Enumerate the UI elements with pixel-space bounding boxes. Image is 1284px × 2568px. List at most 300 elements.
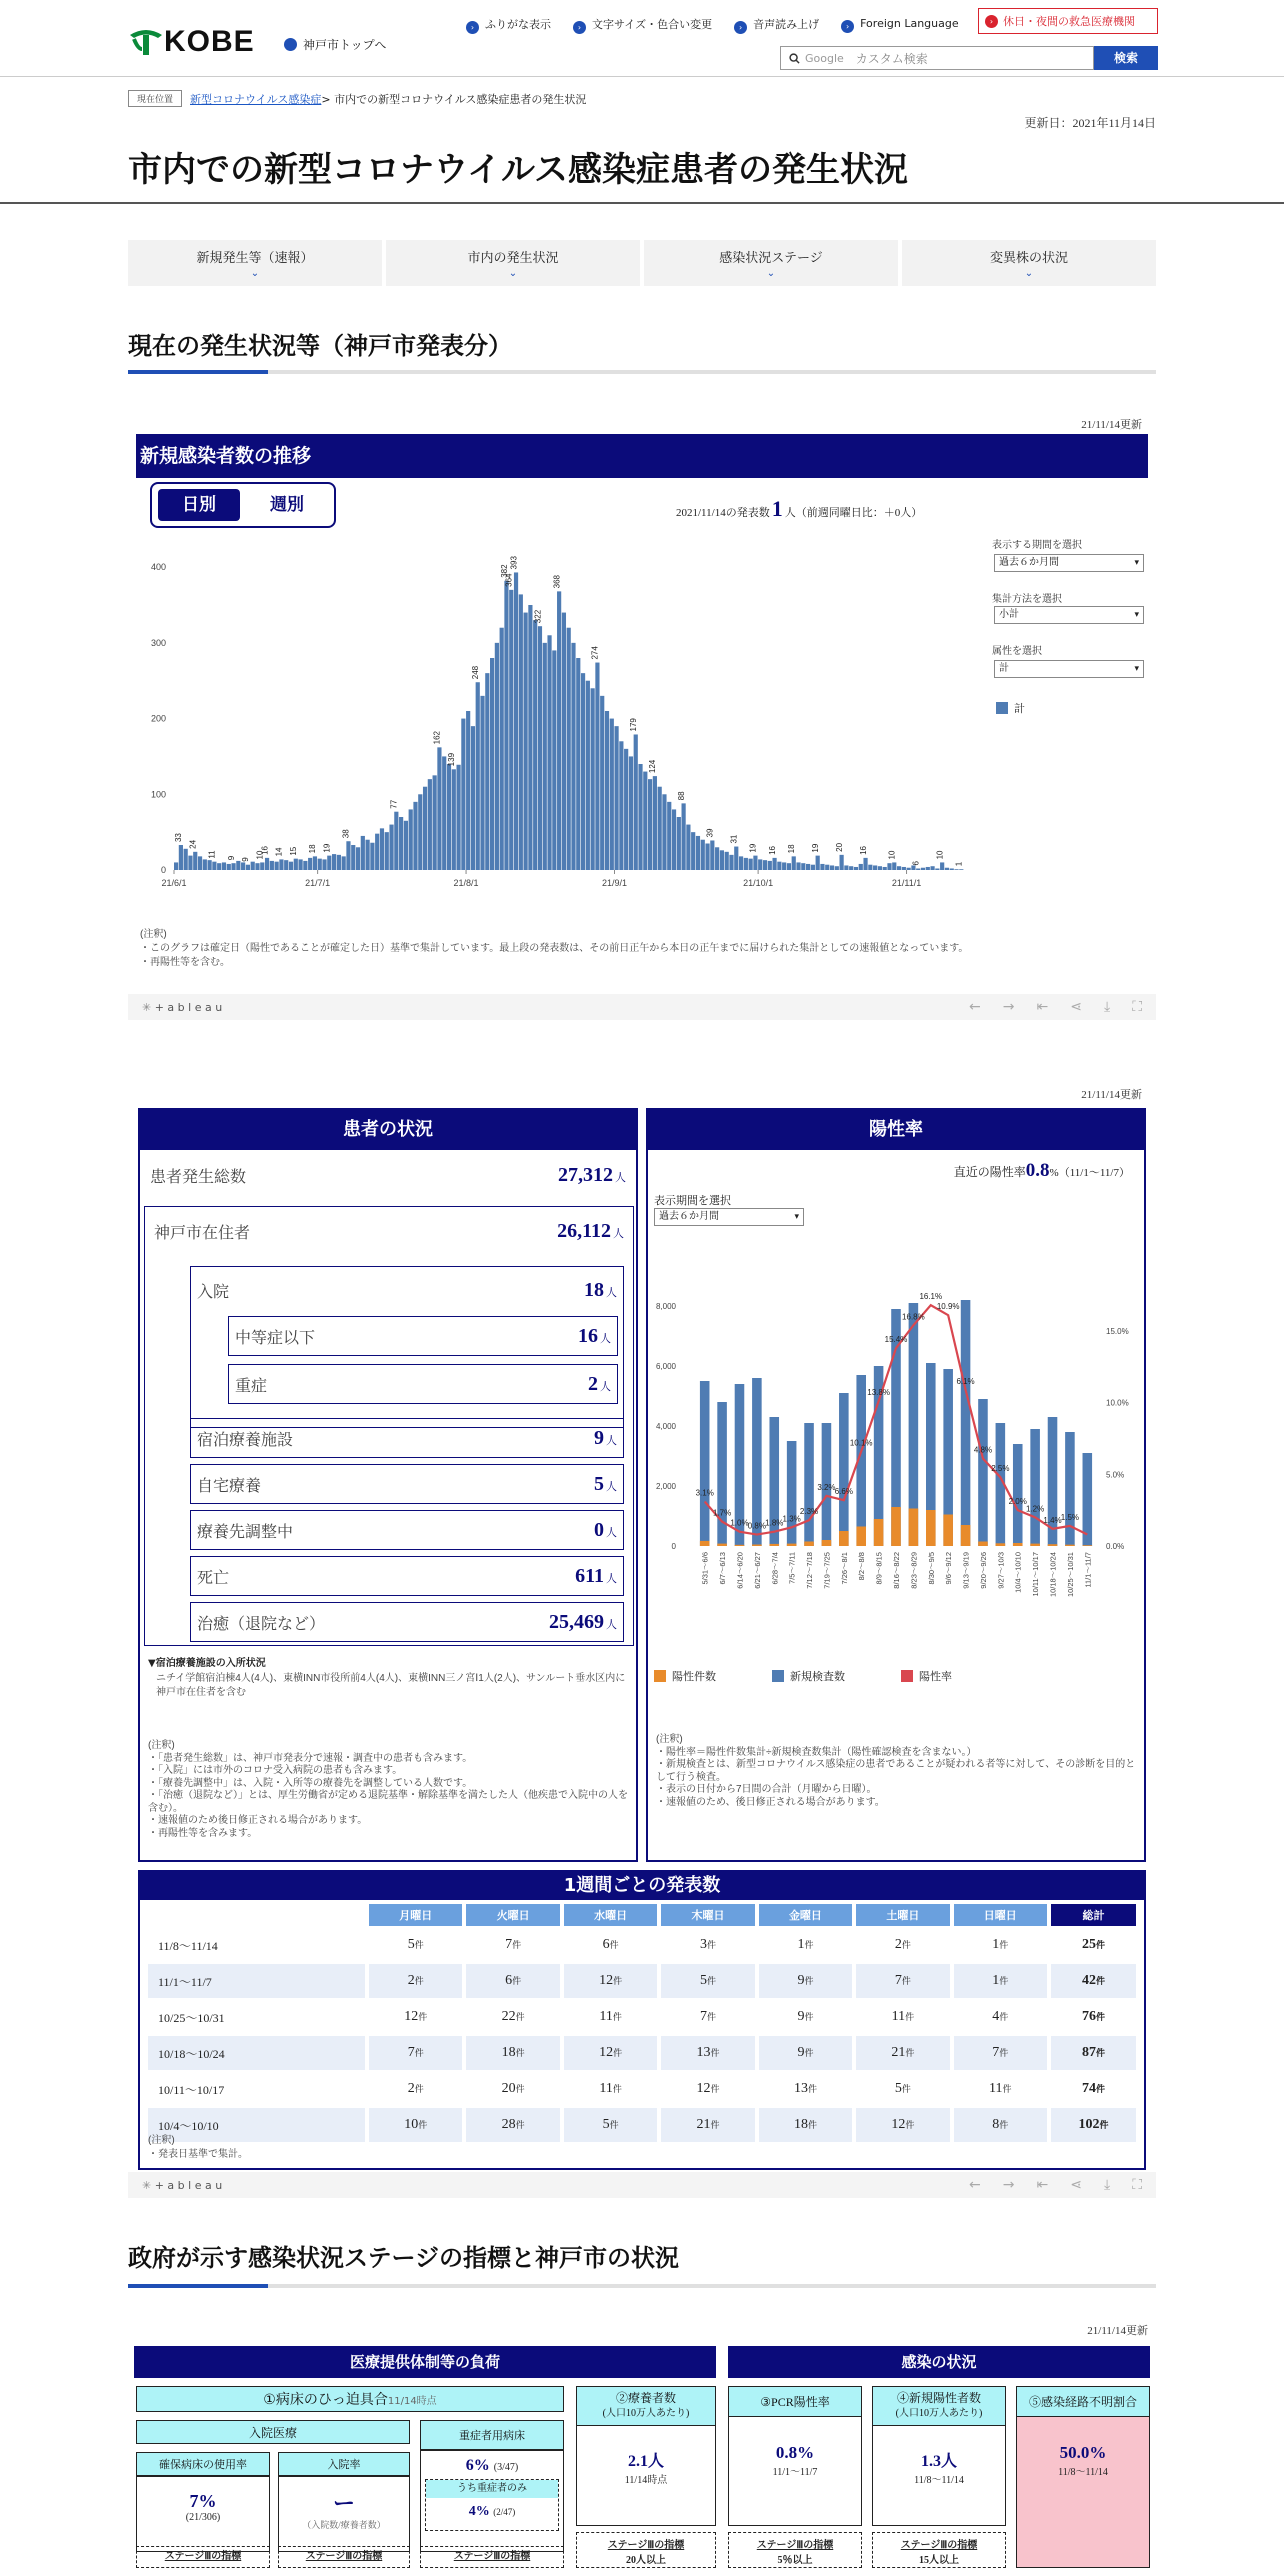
weekly-range: 11/8～11/14 [158, 1938, 218, 1953]
daily-bar [772, 858, 776, 870]
daily-bar [624, 749, 628, 870]
tests-bar [787, 1441, 797, 1546]
positive-bar [856, 1527, 866, 1547]
tableau-logo[interactable] [142, 2179, 222, 2192]
arrow-circle-icon: › [573, 21, 586, 34]
bed-date: 11/14時点 [387, 2396, 437, 2407]
legend-swatch [654, 1670, 666, 1682]
daily-bar [725, 852, 729, 870]
row-value: 611 [575, 1564, 604, 1587]
rate-data-label: 1.5% [1060, 1512, 1080, 1522]
x-tick-label: 7/19～7/25 [822, 1552, 832, 1589]
revert-icon[interactable]: ⇤ [1036, 999, 1049, 1015]
daily-bar [672, 809, 676, 870]
positive-bar [804, 1542, 814, 1547]
positive-bar [822, 1540, 832, 1546]
update-stamp: 21/11/14更新 [1081, 1089, 1142, 1101]
weekly-cell [954, 2108, 1047, 2142]
rate-data-label: 3.1% [695, 1488, 714, 1498]
daily-bar [375, 834, 379, 870]
daily-bar [629, 756, 633, 870]
row-label: 入院 [197, 1284, 230, 1301]
row-recovered [190, 1602, 624, 1642]
x-tick-label: 11/1～11/7 [1083, 1552, 1093, 1588]
arrow-circle-icon: › [841, 20, 854, 33]
weekly-range: 11/1～11/7 [148, 1964, 365, 1998]
rate-data-label: 1.8% [765, 1518, 784, 1528]
positivity-chart [652, 1258, 1142, 1718]
revert-icon[interactable]: ⇤ [1036, 2177, 1049, 2193]
daily-bar [959, 869, 963, 870]
weekly-unit: 件 [804, 1940, 814, 1950]
daily-bar [514, 572, 518, 870]
weekly-cell [954, 2000, 1047, 2034]
row-unit: 人 [600, 1332, 611, 1345]
daily-bar [547, 635, 551, 870]
weekly-count: 74 [1081, 2081, 1096, 2096]
kobe-mark-icon [128, 27, 164, 57]
weekly-cell [1051, 2036, 1136, 2070]
positive-bar [926, 1510, 936, 1546]
bed-pressure-header [136, 2386, 564, 2412]
weekly-cell [564, 2000, 657, 2034]
daily-bar [950, 868, 954, 870]
daily-bar [442, 756, 446, 870]
daily-bar [485, 673, 489, 870]
x-tick-label: 8/9～8/15 [874, 1552, 884, 1585]
weekly-unit: 件 [999, 2048, 1009, 2058]
daily-bar [567, 628, 571, 870]
weekly-unit: 件 [807, 2120, 817, 2130]
weekly-unit: 件 [414, 1940, 424, 1950]
tableau-toolbar [128, 994, 1156, 1020]
tableau-icon: ✳ [142, 2178, 155, 2192]
daily-bar [701, 840, 705, 870]
secured-bed-value: 7% [189, 2491, 217, 2511]
new-positive-box [872, 2386, 1006, 2526]
weekly-corner [148, 1904, 365, 1926]
patients-card [138, 1108, 638, 1862]
toggle-weekly[interactable]: 週別 [270, 495, 304, 515]
x-tick-label: 6/21～6/27 [752, 1552, 762, 1589]
daily-bar [619, 741, 623, 870]
chart-legend [996, 700, 1025, 716]
daily-bar [734, 847, 738, 870]
daily-bar [538, 626, 542, 870]
download-icon[interactable]: ⤓ [1103, 999, 1111, 1015]
weekly-count: 7 [894, 1973, 902, 1988]
weekly-unit: 件 [1095, 2084, 1105, 2094]
period-select[interactable]: 過去６か月間 ▾ [654, 1208, 804, 1226]
infection-status-title: 感染の状況 [728, 2346, 1150, 2378]
weekly-unit: 件 [710, 2084, 720, 2094]
daily-bar [543, 643, 547, 870]
bar-data-label: 9 [226, 855, 236, 861]
breadcrumb-link[interactable]: 新型コロナウイルス感染症 [190, 92, 322, 106]
weekly-count: 7 [700, 2009, 708, 2024]
daily-bar [184, 849, 188, 870]
row-unit: 人 [606, 1480, 617, 1493]
toggle-daily[interactable]: 日別 [158, 489, 240, 521]
weekly-cell [466, 2036, 559, 2070]
daily-bar [452, 769, 456, 870]
daily-bar [816, 856, 820, 870]
row-value: 27,312 [558, 1163, 613, 1186]
x-tick-label: 6/7～6/13 [718, 1552, 728, 1585]
bar-data-label: 19 [748, 843, 758, 853]
foreign-language-link[interactable] [841, 17, 959, 33]
bar-data-label: 15 [289, 846, 299, 856]
weekly-cell [856, 1928, 949, 1962]
weekly-count: 7 [992, 2045, 1000, 2060]
rate-data-label: 1.0% [730, 1518, 749, 1528]
daily-bar [275, 862, 279, 870]
daily-bar [289, 862, 293, 870]
daily-bar [495, 643, 499, 870]
weekly-cell [661, 2036, 754, 2070]
daily-bar [863, 858, 867, 870]
x-tick-label: 8/2～8/8 [857, 1552, 867, 1581]
redo-icon[interactable]: → [1002, 2177, 1015, 2193]
fullscreen-icon[interactable]: ⛶ [1132, 2177, 1142, 2193]
x-tick-label: 9/6～9/12 [944, 1552, 954, 1585]
daily-bar [303, 861, 307, 870]
legend-swatch [996, 702, 1008, 714]
fullscreen-icon[interactable]: ⛶ [1132, 999, 1142, 1015]
weekly-unit: 件 [512, 1940, 522, 1950]
chart-panel-title: 新規感染者数の推移 [136, 434, 1148, 478]
row-severe [228, 1364, 618, 1404]
note-line: ・発表日基準で集計。 [148, 2149, 248, 2160]
weekly-cell [661, 1964, 754, 1998]
daily-bar [916, 868, 920, 870]
tableau-label: + a b l e a u [154, 1000, 223, 1014]
share-icon[interactable]: ⋖ [1070, 2177, 1082, 2193]
weekly-range: 10/11～10/17 [158, 2082, 225, 2097]
weekly-cell [661, 2000, 754, 2034]
row-home [190, 1464, 624, 1504]
daily-bar [179, 845, 183, 870]
admission-rate-sub: （入院数/療養者数） [302, 2520, 386, 2530]
row-label: 自宅療養 [197, 1477, 262, 1495]
y-tick-label: 4,000 [655, 1422, 676, 1431]
period-select[interactable]: 過去６か月間 ▾ [994, 554, 1144, 572]
weekly-count: 12 [599, 1973, 614, 1988]
positive-bar [769, 1544, 779, 1546]
daily-bar [356, 847, 360, 870]
attribute-select[interactable]: 計 ▾ [994, 660, 1144, 678]
weekly-unit: 件 [1095, 2048, 1105, 2058]
facility-text: ニチイ学館宿泊棟4人(4人)、東横INN市役所前4人(4人)、東横INN三ノ宮Ⅰ1人(2人)、サンルート垂水区内に神戸市在住者を含む [156, 1673, 626, 1698]
daily-bar [696, 836, 700, 870]
x-tick-label: 21/9/1 [601, 878, 628, 888]
voice-label: 音声読み上げ [753, 18, 820, 31]
weekly-cell [1051, 2072, 1136, 2106]
search-button[interactable]: 検索 [1094, 46, 1158, 70]
tableau-icon: ✳ [142, 1000, 155, 1014]
attribute-label: 属性を選択 [992, 646, 1042, 657]
facility-toggle[interactable]: ▼宿泊療養施設の入所状況 [148, 1658, 266, 1669]
redo-icon[interactable]: → [1002, 999, 1015, 1015]
weekly-count: 13 [696, 2045, 711, 2060]
weekly-col-header: 土曜日 [856, 1904, 949, 1926]
y2-tick-label: 15.0% [1106, 1327, 1129, 1336]
x-tick-label: 5/31～6/6 [700, 1552, 710, 1585]
weekly-cell [856, 2072, 949, 2106]
daily-bar [887, 863, 891, 870]
daily-bar [447, 764, 451, 870]
search-input[interactable] [780, 46, 1094, 70]
row-unit: 人 [600, 1380, 611, 1393]
weekly-col-header: 金曜日 [759, 1904, 852, 1926]
secured-bed-sub: (21/306) [185, 2512, 221, 2523]
daily-bar [811, 865, 815, 870]
daily-bar [897, 866, 901, 870]
daily-bar [380, 828, 384, 870]
legend-label: 陽性率 [919, 1670, 952, 1683]
legend-swatch [772, 1670, 784, 1682]
weekly-unit: 件 [1095, 2012, 1105, 2022]
daily-bar [562, 613, 566, 870]
row-value: 25,469 [549, 1610, 604, 1633]
weekly-cell [564, 2108, 657, 2142]
y-tick-label: 6,000 [655, 1362, 676, 1371]
severe-only-value: 4% [468, 2504, 490, 2519]
bar-data-label: 33 [174, 833, 184, 843]
bar-data-label: 77 [389, 799, 399, 809]
undo-icon[interactable]: ← [969, 2177, 981, 2193]
weekly-count: 2 [407, 2081, 415, 2096]
unknown-route-box [1016, 2386, 1150, 2568]
positive-bar [1048, 1544, 1058, 1546]
daily-bar [581, 673, 585, 870]
aggregation-select[interactable]: 小計 ▾ [994, 606, 1144, 624]
note-line: ・陽性率＝陽性件数集計÷新規検査数集計（陽性確認検査を含まない。） [656, 1746, 977, 1758]
chevron-down-icon: ⌄ [250, 268, 260, 279]
weekly-col-header: 水曜日 [564, 1904, 657, 1926]
weekly-count: 10 [404, 2117, 419, 2132]
today-prefix: 2021/11/14の発表数 [676, 507, 770, 519]
rate-data-label: 0.8% [747, 1521, 766, 1531]
weekly-count: 25 [1081, 1937, 1096, 1952]
weekly-count: 3 [700, 1937, 708, 1952]
daily-bar [586, 681, 590, 870]
daily-bar [576, 658, 580, 870]
stage-label: ステージⅢの指標 [900, 2540, 978, 2551]
bar-data-label: 274 [590, 646, 600, 660]
tab-city-status[interactable] [386, 240, 640, 286]
x-tick-label: 7/12～7/18 [805, 1552, 815, 1589]
row-value: 18 [584, 1279, 604, 1301]
row-adjusting [190, 1510, 624, 1550]
weekly-count: 76 [1081, 2009, 1096, 2024]
font-size-link[interactable] [573, 16, 712, 34]
y-tick-label: 2,000 [655, 1482, 676, 1491]
stage-indicator-pcr [728, 2532, 862, 2568]
weekly-cell [661, 2108, 754, 2142]
weekly-count: 1 [992, 1937, 1000, 1952]
tableau-logo[interactable] [142, 1001, 222, 1014]
pcr-date: 11/1～11/7 [772, 2467, 818, 2478]
daily-bar [313, 856, 317, 870]
positive-bar [874, 1519, 884, 1546]
weekly-cell [369, 1964, 462, 1998]
bar-data-label: 14 [274, 847, 284, 857]
row-value: 2 [588, 1372, 598, 1395]
stage-value: 15人以上 [919, 2555, 959, 2566]
positive-bar [961, 1525, 971, 1546]
weekly-unit: 件 [1002, 2084, 1012, 2094]
period-label: 表示期間を選択 [654, 1194, 731, 1207]
weekly-count: 20 [501, 2081, 516, 2096]
daily-bar [409, 809, 413, 870]
daily-bar [849, 866, 853, 870]
x-tick-label: 9/27～10/3 [996, 1552, 1006, 1589]
daily-bar [466, 711, 470, 870]
daily-bar [835, 866, 839, 870]
weekly-cell [466, 2108, 559, 2142]
rate-data-label: 1.4% [1043, 1515, 1062, 1525]
positive-bar [909, 1509, 919, 1547]
weekly-count: 6 [505, 1973, 513, 1988]
weekly-unit: 件 [905, 2120, 915, 2130]
daily-bar [777, 862, 781, 870]
y-tick-label: 0 [160, 865, 166, 875]
home-link[interactable] [284, 36, 386, 53]
weekly-unit: 件 [804, 2048, 814, 2058]
daily-bar [346, 841, 350, 870]
weekly-count: 87 [1081, 2045, 1096, 2060]
weekly-row [148, 2072, 1136, 2106]
x-tick-label: 6/14～6/20 [735, 1552, 745, 1589]
weekly-unit: 件 [613, 1976, 623, 1986]
section-heading-status: 現在の発生状況等（神戸市発表分） [128, 331, 512, 360]
weekly-cell [564, 2072, 657, 2106]
weekly-cell [369, 2000, 462, 2034]
bar-data-label: 16 [767, 845, 777, 855]
today-value: 1 [771, 496, 783, 521]
rate-data-label: 16.8% [902, 1312, 925, 1322]
row-label: 重症 [235, 1377, 268, 1395]
stage-indicator-new-positive [872, 2532, 1006, 2568]
daily-bar [907, 868, 911, 870]
daily-bar [227, 864, 231, 870]
weekly-unit: 件 [418, 2120, 428, 2130]
furigana-link[interactable] [466, 16, 551, 34]
positive-bar [752, 1545, 762, 1547]
daily-bar [399, 817, 403, 870]
page-tabs [128, 240, 1156, 286]
voice-link[interactable] [734, 16, 819, 34]
daily-bar [595, 663, 599, 870]
daily-bar [198, 856, 202, 870]
weekly-col-header: 火曜日 [466, 1904, 559, 1926]
weekly-count: 1 [797, 1937, 805, 1952]
recent-rate-suffix: %（11/1～11/7） [1049, 1167, 1130, 1179]
admission-rate-value: ー [332, 2491, 355, 2516]
stage-value: 5％以上 [777, 2555, 813, 2566]
x-tick-label: 6/28～7/4 [770, 1552, 780, 1585]
x-tick-label: 21/7/1 [305, 878, 331, 888]
weekly-unit: 件 [901, 1976, 911, 1986]
daily-bar [203, 859, 207, 870]
daily-bar [404, 821, 408, 870]
weekly-unit: 件 [609, 2120, 619, 2130]
severe-bed-sub: (3/47) [493, 2462, 519, 2473]
download-icon[interactable]: ⤓ [1103, 2177, 1111, 2193]
daily-bar [476, 682, 480, 870]
weekly-unit: 件 [999, 2120, 1009, 2130]
daily-bar [653, 776, 657, 870]
x-tick-label: 8/30～9/5 [926, 1552, 936, 1585]
undo-icon[interactable]: ← [969, 999, 981, 1015]
unknown-route-date: 11/8～11/14 [1058, 2467, 1108, 2478]
rate-data-label: 2.5% [991, 1464, 1010, 1474]
weekly-row [148, 2036, 1136, 2070]
severe-bed-box [420, 2450, 564, 2552]
weekly-unit: 件 [804, 1976, 814, 1986]
day-week-toggle [150, 482, 336, 528]
weekly-count: 11 [599, 2081, 613, 2096]
weekly-unit: 件 [515, 2048, 525, 2058]
note-line: (注釈) [148, 1740, 175, 1751]
bar-data-label: 18 [308, 844, 318, 854]
row-unit: 人 [606, 1526, 617, 1539]
weekly-count: 102 [1078, 2117, 1100, 2132]
google-brand: Google [805, 51, 844, 65]
daily-bar [715, 847, 719, 870]
daily-bar [658, 787, 662, 870]
weekly-cell [564, 2036, 657, 2070]
daily-bar [418, 794, 422, 870]
bar-data-label: 10 [935, 850, 945, 860]
weekly-count: 21 [891, 2045, 906, 2060]
weekly-count: 12 [891, 2117, 906, 2132]
bar-data-label: 162 [432, 730, 442, 745]
today-suffix: 人（前週同曜日比：＋0人） [784, 507, 923, 519]
bar-data-label: 10 [887, 850, 897, 860]
daily-bar [385, 832, 389, 870]
row-value: 5 [594, 1472, 604, 1495]
weekly-count: 2 [894, 1937, 902, 1952]
kobe-logo[interactable] [128, 24, 268, 60]
rate-data-label: 13.8% [867, 1388, 890, 1398]
weekly-unit: 件 [901, 1940, 911, 1950]
bar-data-label: 124 [648, 759, 658, 774]
share-icon[interactable]: ⋖ [1070, 999, 1082, 1015]
y-tick-label: 400 [150, 562, 166, 573]
severe-bed-value: 6% [465, 2457, 490, 2474]
weekly-count: 18 [793, 2117, 808, 2132]
note-line: ・「患者発生総数」は、神戸市発表分で速報・調査中の患者も含みます。 [148, 1752, 473, 1764]
x-tick-label: 10/25～10/31 [1065, 1552, 1075, 1598]
emergency-link[interactable] [978, 8, 1158, 34]
weekly-count: 4 [992, 2009, 1000, 2024]
tab-stage[interactable] [644, 240, 898, 286]
weekly-card-title: 1週間ごとの発表数 [140, 1872, 1144, 1900]
search-placeholder: カスタム検索 [855, 51, 928, 66]
weekly-notes [148, 2134, 248, 2162]
weekly-count: 12 [696, 2081, 711, 2096]
weekly-unit: 件 [710, 2048, 720, 2058]
tab-new-cases[interactable] [128, 240, 382, 286]
daily-bar [255, 863, 259, 870]
x-tick-label: 21/10/1 [743, 878, 774, 888]
weekly-count: 11 [891, 2009, 906, 2024]
weekly-count: 9 [797, 2009, 805, 2024]
stage-indicator-secured: ステージⅢの指標 [136, 2546, 270, 2568]
tab-variants[interactable] [902, 240, 1156, 286]
